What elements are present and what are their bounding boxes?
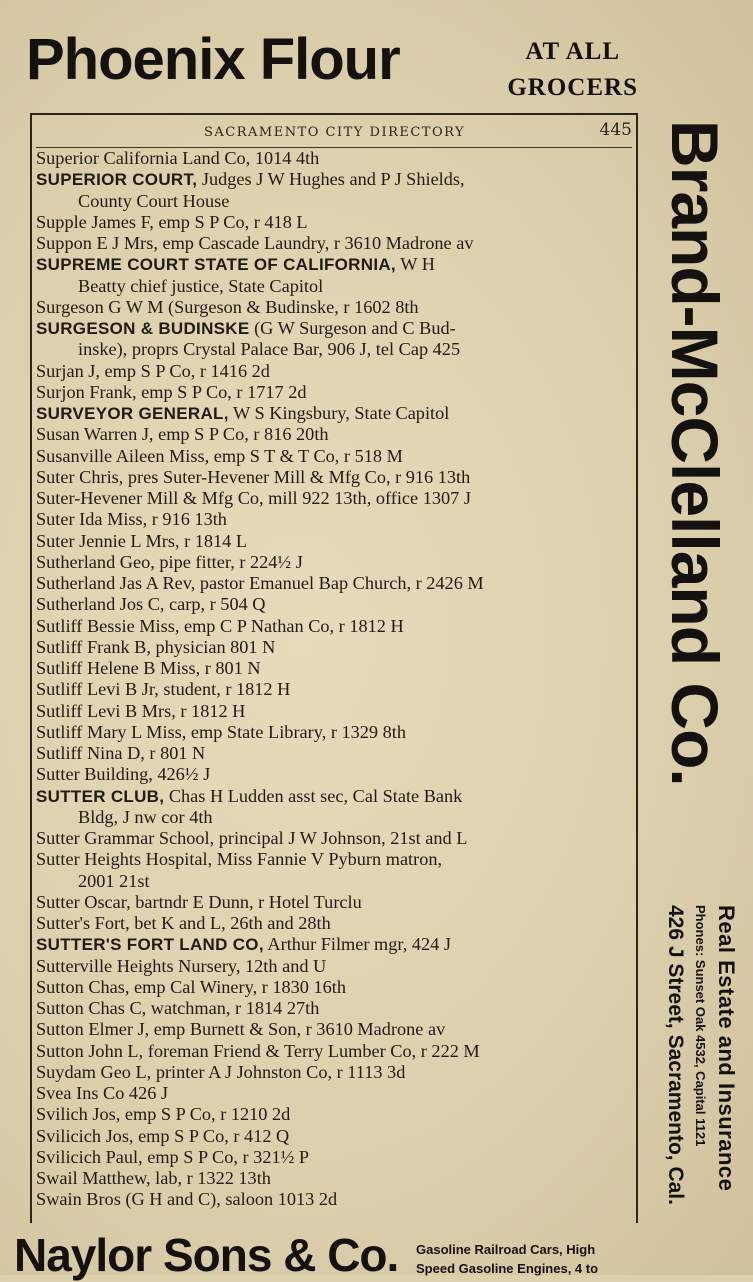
running-head xyxy=(36,122,634,148)
entry-continuation-line xyxy=(36,871,632,892)
side-ad-address: 426 J Street, Sacramento, Cal. xyxy=(664,905,687,1205)
entry-text: Suydam Geo L, printer A J Johnston Co, r 1113 3d xyxy=(36,1061,406,1082)
entry-text: Chas H Ludden asst sec, Cal State Bank xyxy=(164,785,463,806)
entry-line xyxy=(36,679,632,700)
entry-text: Superior California Land Co, 1014 4th xyxy=(36,148,320,168)
entry-bold-heading: SUTTER'S FORT LAND CO, xyxy=(36,935,264,955)
entry-bold-heading: SURGESON & BUDINSKE xyxy=(36,319,250,338)
directory-entry xyxy=(36,297,632,318)
entry-text: Bldg, J nw cor 4th xyxy=(78,806,213,827)
entry-line xyxy=(36,403,632,424)
directory-entry xyxy=(36,1147,632,1168)
directory-entry xyxy=(36,849,632,892)
entry-text: Suppon E J Mrs, emp Cascade Laundry, r 3610 Madrone av xyxy=(36,233,474,253)
directory-entry xyxy=(36,679,632,700)
entry-line xyxy=(36,1041,632,1062)
entry-text: W H xyxy=(395,254,435,275)
directory-entry xyxy=(36,1189,632,1210)
entry-line xyxy=(36,1104,632,1125)
entry-text: inske), proprs Crystal Palace Bar, 906 J, tel Cap 425 xyxy=(78,339,461,360)
directory-entry xyxy=(36,956,632,977)
entry-line xyxy=(36,616,632,637)
bottom-ad-desc-line1: Gasoline Railroad Cars, High xyxy=(416,1242,596,1257)
directory-entry xyxy=(36,892,632,913)
bottom-ad-description xyxy=(416,1240,642,1278)
entry-text: Sutter Heights Hospital, Miss Fannie V Pyburn matron, xyxy=(36,849,443,870)
top-ad-slogan-line1: AT ALL xyxy=(525,38,621,65)
side-ad-brand-name: Brand-McClelland Co. xyxy=(658,120,732,786)
directory-entry xyxy=(36,233,632,254)
frame-top-rule xyxy=(30,113,636,115)
entry-text: Svilicich Jos, emp S P Co, r 412 Q xyxy=(36,1125,290,1146)
entry-line xyxy=(36,212,632,233)
entry-bold-heading: SUTTER CLUB, xyxy=(36,786,165,806)
directory-entry xyxy=(36,786,632,829)
directory-entry xyxy=(36,361,632,382)
entry-line xyxy=(36,531,632,552)
directory-entry xyxy=(36,743,632,764)
entry-text: Surgeson G W M (Surgeson & Budinske, r 1602 8th xyxy=(36,296,419,317)
entry-text: Sutherland Jas A Rev, pastor Emanuel Bap Church, r 2426 M xyxy=(36,573,484,593)
entry-line xyxy=(36,722,632,743)
entry-text: Beatty chief justice, State Capitol xyxy=(78,275,324,296)
entry-text: Sutter Grammar School, principal J W Johnson, 21st and L xyxy=(36,828,468,848)
bottom-ad-name: Naylor Sons & Co. xyxy=(14,1229,399,1281)
directory-entry xyxy=(36,764,632,785)
directory-entry xyxy=(36,467,632,488)
entry-text: (G W Surgeson and C Bud- xyxy=(249,318,456,338)
directory-entry xyxy=(36,488,632,509)
directory-entry xyxy=(36,701,632,722)
entry-text: Arthur Filmer mgr, 424 J xyxy=(263,934,452,955)
entry-line xyxy=(36,254,632,275)
entry-text: Suter Ida Miss, r 916 13th xyxy=(36,509,227,530)
directory-entry xyxy=(36,254,632,297)
entry-text: W S Kingsbury, State Capitol xyxy=(228,403,450,423)
entry-text: Sutliff Mary L Miss, emp State Library, r 1329 8th xyxy=(36,721,406,742)
page-number: 445 xyxy=(599,120,632,140)
entry-text: Suter-Hevener Mill & Mfg Co, mill 922 13th, office 1307 J xyxy=(36,488,471,508)
entry-text: Susanville Aileen Miss, emp S T & T Co, r 518 M xyxy=(36,445,403,466)
directory-entry xyxy=(36,1019,632,1040)
top-ad-slogan-line2: GROCERS xyxy=(507,74,638,101)
entry-text: Sutliff Bessie Miss, emp C P Nathan Co, r 1812 H xyxy=(36,615,404,636)
entry-line xyxy=(36,1189,632,1210)
entry-line xyxy=(36,786,632,807)
bottom-advertisement xyxy=(14,1228,644,1281)
directory-entry xyxy=(36,552,632,573)
entry-text: Sutliff Nina D, r 801 N xyxy=(36,743,206,763)
entry-line xyxy=(36,169,632,190)
entry-bold-heading: SUPREME COURT STATE OF CALIFORNIA, xyxy=(36,255,396,275)
side-advertisement-brand xyxy=(660,120,730,900)
entry-continuation-line xyxy=(36,191,632,212)
entry-line xyxy=(36,552,632,573)
entry-text: Sutterville Heights Nursery, 12th and U xyxy=(36,955,327,976)
directory-entry xyxy=(36,998,632,1019)
directory-entry xyxy=(36,424,632,445)
directory-entry xyxy=(36,1083,632,1104)
entry-text: Sutherland Geo, pipe fitter, r 224½ J xyxy=(36,551,303,572)
directory-entry xyxy=(36,573,632,594)
entry-line xyxy=(36,148,632,169)
entry-text: Supple James F, emp S P Co, r 418 L xyxy=(36,211,308,232)
entry-line xyxy=(36,424,632,445)
entry-line xyxy=(36,318,632,339)
top-ad-brand: Phoenix Flour xyxy=(26,27,400,92)
entry-line xyxy=(36,764,632,785)
entry-text: Sutliff Frank B, physician 801 N xyxy=(36,636,276,657)
entry-line xyxy=(36,467,632,488)
directory-entry xyxy=(36,1126,632,1147)
entry-line xyxy=(36,233,632,254)
entry-text: Suter Chris, pres Suter-Hevener Mill & Mfg Co, r 916 13th xyxy=(36,466,471,487)
entry-bold-heading: SURVEYOR GENERAL, xyxy=(36,404,229,423)
side-ad-phones: Phones: Sunset Oak 4532, Capital 1121 xyxy=(693,905,708,1147)
directory-entry xyxy=(36,509,632,530)
entry-line xyxy=(36,849,632,870)
entry-text: Svilicich Paul, emp S P Co, r 321½ P xyxy=(36,1146,310,1167)
entry-text: Sutton Chas C, watchman, r 1814 27th xyxy=(36,998,320,1018)
entry-text: Sutliff Helene B Miss, r 801 N xyxy=(36,658,261,678)
entry-line xyxy=(36,828,632,849)
entry-line xyxy=(36,977,632,998)
entry-line xyxy=(36,658,632,679)
entry-text: Judges J W Hughes and P J Shields, xyxy=(197,169,465,190)
directory-entry xyxy=(36,934,632,955)
entry-text: Suter Jennie L Mrs, r 1814 L xyxy=(36,530,248,551)
entry-line xyxy=(36,892,632,913)
directory-entry xyxy=(36,637,632,658)
directory-entry xyxy=(36,594,632,615)
directory-entry xyxy=(36,148,632,169)
entry-line xyxy=(36,1083,632,1104)
entry-line xyxy=(36,1019,632,1040)
entry-line xyxy=(36,594,632,615)
entry-text: Surjon Frank, emp S P Co, r 1717 2d xyxy=(36,381,307,402)
entry-line xyxy=(36,998,632,1019)
directory-entry xyxy=(36,446,632,467)
entry-line xyxy=(36,297,632,318)
directory-entry xyxy=(36,403,632,424)
entry-line xyxy=(36,573,632,594)
top-advertisement xyxy=(26,22,646,110)
entry-continuation-line xyxy=(36,807,632,828)
directory-entry xyxy=(36,531,632,552)
entry-text: Surjan J, emp S P Co, r 1416 2d xyxy=(36,360,270,381)
directory-entry xyxy=(36,1104,632,1125)
entry-line xyxy=(36,1147,632,1168)
entry-line xyxy=(36,509,632,530)
entry-line xyxy=(36,637,632,658)
directory-entry xyxy=(36,828,632,849)
entry-line xyxy=(36,913,632,934)
directory-title: SACRAMENTO CITY DIRECTORY xyxy=(204,125,466,140)
entry-text: Sutton Elmer J, emp Burnett & Son, r 3610 Madrone av xyxy=(36,1019,446,1040)
side-advertisement-info xyxy=(640,905,740,1255)
directory-entry xyxy=(36,169,632,212)
entry-text: Svilich Jos, emp S P Co, r 1210 2d xyxy=(36,1104,291,1125)
directory-listing xyxy=(36,148,632,1211)
directory-entry xyxy=(36,913,632,934)
entry-line xyxy=(36,361,632,382)
entry-line xyxy=(36,1062,632,1083)
directory-entry xyxy=(36,382,632,403)
bottom-ad-desc-line2: Speed Gasoline Engines, 4 to xyxy=(416,1261,599,1276)
entry-line xyxy=(36,701,632,722)
entry-text: Swail Matthew, lab, r 1322 13th xyxy=(36,1168,271,1188)
directory-entry xyxy=(36,658,632,679)
entry-line xyxy=(36,956,632,977)
entry-text: Sutherland Jos C, carp, r 504 Q xyxy=(36,594,266,615)
entry-line xyxy=(36,743,632,764)
entry-line xyxy=(36,488,632,509)
entry-text: Swain Bros (G H and C), saloon 1013 2d xyxy=(36,1189,338,1210)
top-ad-slogan xyxy=(507,34,638,106)
directory-entry xyxy=(36,1168,632,1189)
entry-text: Sutton John L, foreman Friend & Terry Lumber Co, r 222 M xyxy=(36,1040,480,1061)
entry-continuation-line xyxy=(36,339,632,360)
directory-entry xyxy=(36,1041,632,1062)
entry-text: Sutter Oscar, bartndr E Dunn, r Hotel Turclu xyxy=(36,891,362,912)
entry-bold-heading: SUPERIOR COURT, xyxy=(36,170,198,190)
entry-continuation-line xyxy=(36,276,632,297)
entry-text: 2001 21st xyxy=(78,870,150,891)
directory-entry xyxy=(36,318,632,361)
entry-text: Sutton Chas, emp Cal Winery, r 1830 16th xyxy=(36,976,347,997)
directory-entry xyxy=(36,722,632,743)
directory-entry xyxy=(36,212,632,233)
entry-text: Svea Ins Co 426 J xyxy=(36,1083,169,1103)
side-ad-business: Real Estate and Insurance xyxy=(714,905,739,1192)
directory-entry xyxy=(36,977,632,998)
entry-text: County Court House xyxy=(78,190,230,211)
entry-text: Sutliff Levi B Jr, student, r 1812 H xyxy=(36,679,291,700)
entry-line xyxy=(36,1126,632,1147)
entry-text: Sutliff Levi B Mrs, r 1812 H xyxy=(36,700,246,721)
frame-left-rule xyxy=(30,113,32,1223)
entry-line xyxy=(36,1168,632,1189)
entry-line xyxy=(36,446,632,467)
entry-text: Susan Warren J, emp S P Co, r 816 20th xyxy=(36,424,329,445)
entry-text: Sutter Building, 426½ J xyxy=(36,764,211,785)
entry-line xyxy=(36,382,632,403)
directory-entry xyxy=(36,1062,632,1083)
entry-line xyxy=(36,934,632,955)
entry-text: Sutter's Fort, bet K and L, 26th and 28th xyxy=(36,913,331,933)
frame-right-rule xyxy=(636,113,638,1223)
directory-entry xyxy=(36,616,632,637)
